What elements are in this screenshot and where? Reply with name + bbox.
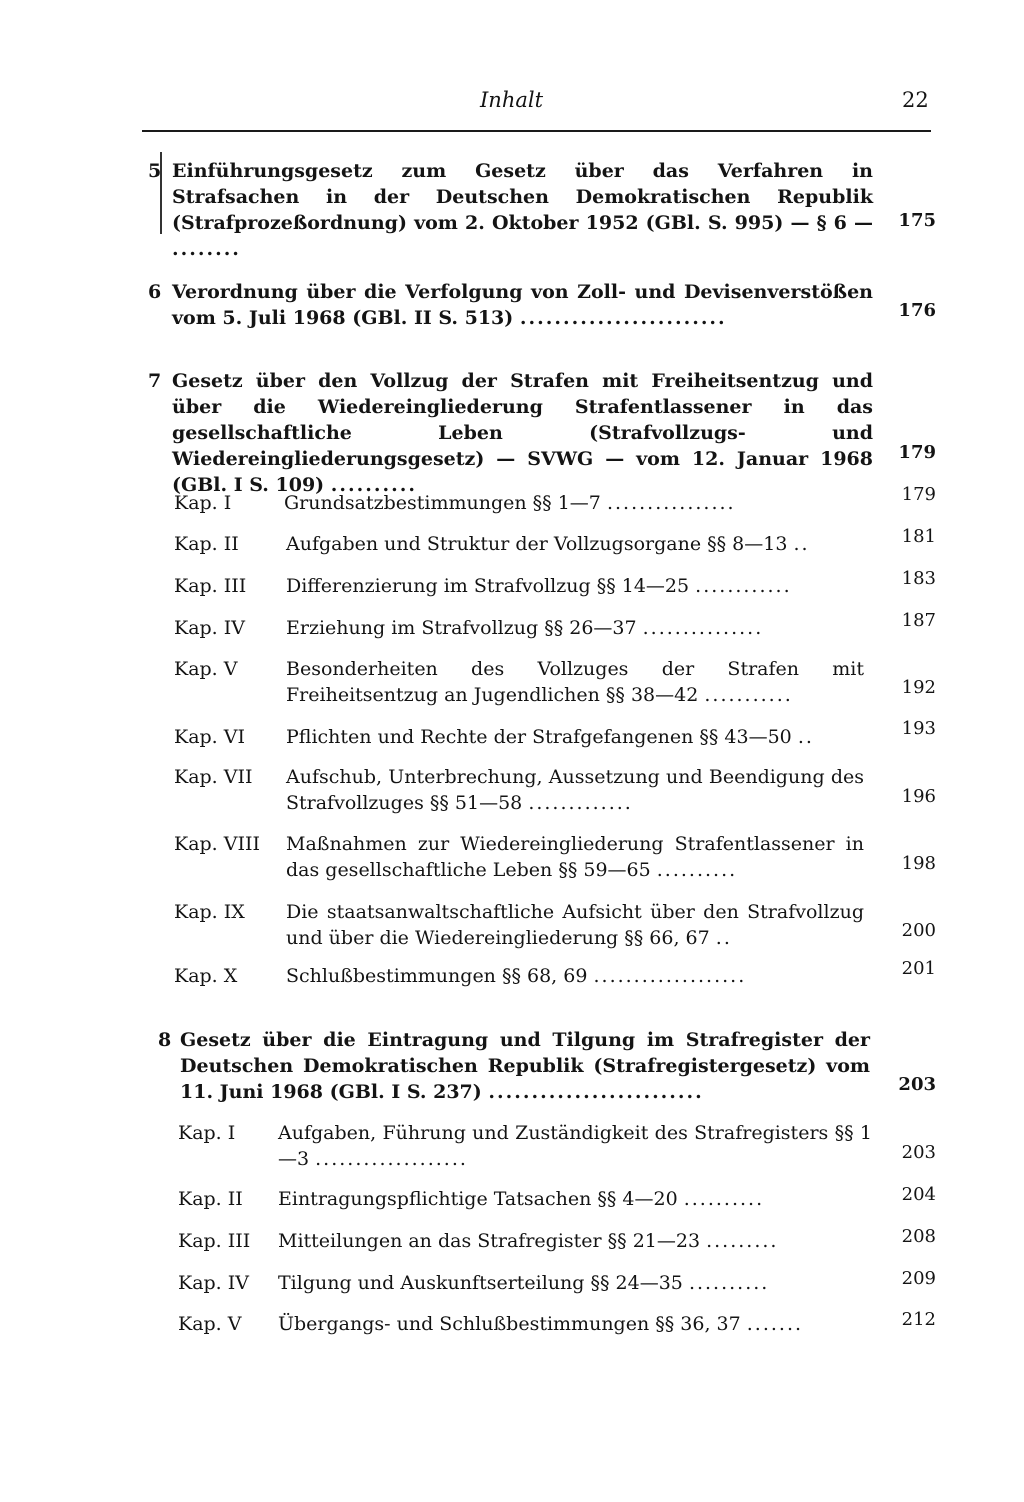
entry-page: 203 xyxy=(898,1074,936,1095)
chapter-page: 181 xyxy=(901,526,936,547)
header-rule xyxy=(142,130,931,132)
chapter-title: Differenzierung im Strafvollzug §§ 14—25 ............ xyxy=(286,575,792,597)
chapter-page: 198 xyxy=(901,853,936,874)
chapter-label: Kap. VII xyxy=(174,766,253,788)
chapter-title: Die staatsanwaltschaftliche Aufsicht über den Strafvollzug und über die Wiedereingliederung §§ 66, 67 .. xyxy=(286,901,864,949)
chapter-title: Erziehung im Strafvollzug §§ 26—37 ............... xyxy=(286,617,764,639)
entry-title: Verordnung über die Verfolgung von Zoll- und Devisenverstößen vom 5. Juli 1968 (GBl. II S. 513) ........................ xyxy=(172,281,873,329)
entry-title: Gesetz über die Eintragung und Tilgung im Strafregister der Deutschen Demokratischen Republik (Strafregistergesetz) vom 11. Juni 1968 (GBl. I S. 237) ......................... xyxy=(180,1029,870,1103)
entry-page: 175 xyxy=(898,210,936,231)
toc-entry-6[interactable] xyxy=(148,279,873,331)
entry-number: 7 xyxy=(148,370,162,392)
toc-entry-5[interactable] xyxy=(148,158,873,262)
chapter-page: 192 xyxy=(901,677,936,698)
entry-number: 5 xyxy=(148,160,162,182)
chapter-label: Kap. IV xyxy=(178,1272,249,1294)
chapter-page: 193 xyxy=(901,718,936,739)
chapter-title: Mitteilungen an das Strafregister §§ 21—23 ......... xyxy=(278,1230,779,1252)
chapter-title: Grundsatzbestimmungen §§ 1—7 ................ xyxy=(284,492,736,514)
chapter-label: Kap. II xyxy=(174,533,239,555)
chapter-page: 208 xyxy=(901,1226,936,1247)
chapter-label: Kap. II xyxy=(178,1188,243,1210)
toc-entry-8[interactable] xyxy=(158,1027,870,1105)
chapter-title: Maßnahmen zur Wiedereingliederung Strafentlassener in das gesellschaftliche Leben §§ 59—65 .......... xyxy=(286,833,864,881)
entry-page: 179 xyxy=(898,442,936,463)
chapter-label: Kap. III xyxy=(174,575,247,597)
chapter-page: 183 xyxy=(901,568,936,589)
chapter-label: Kap. III xyxy=(178,1230,251,1252)
entry-title: Einführungsgesetz zum Gesetz über das Verfahren in Strafsachen in der Deutschen Demokratischen Republik (Strafprozeßordnung) vom 2. Oktober 1952 (GBl. S. 995) — § 6 — ........ xyxy=(172,160,873,260)
chapter-label: Kap. VI xyxy=(174,726,245,748)
chapter-label: Kap. IV xyxy=(174,617,245,639)
chapter-page: 209 xyxy=(901,1268,936,1289)
chapter-label: Kap. I xyxy=(174,492,232,514)
chapter-label: Kap. V xyxy=(174,658,238,680)
entry-page: 176 xyxy=(898,300,936,321)
chapter-page: 204 xyxy=(901,1184,936,1205)
chapter-title: Tilgung und Auskunftserteilung §§ 24—35 .......... xyxy=(278,1272,770,1294)
chapter-page: 203 xyxy=(901,1142,936,1163)
chapter-label: Kap. VIII xyxy=(174,833,261,855)
chapter-page: 201 xyxy=(901,958,936,979)
chapter-page: 212 xyxy=(901,1309,936,1330)
running-header-title: Inhalt xyxy=(480,88,544,112)
chapter-title: Besonderheiten des Vollzuges der Strafen mit Freiheitsentzug an Jugendlichen §§ 38—42 ........... xyxy=(286,658,864,706)
chapter-page: 187 xyxy=(901,610,936,631)
chapter-title: Schlußbestimmungen §§ 68, 69 ................... xyxy=(286,965,747,987)
entry-number: 6 xyxy=(148,281,162,303)
chapter-title: Eintragungspflichtige Tatsachen §§ 4—20 .......... xyxy=(278,1188,765,1210)
page-number: 22 xyxy=(902,88,929,112)
chapter-title: Übergangs- und Schlußbestimmungen §§ 36, 37 ....... xyxy=(278,1313,804,1335)
chapter-title: Aufschub, Unterbrechung, Aussetzung und Beendigung des Strafvollzuges §§ 51—58 ............. xyxy=(286,766,864,814)
chapter-label: Kap. X xyxy=(174,965,238,987)
toc-entry-7[interactable] xyxy=(148,368,873,498)
chapter-title: Aufgaben und Struktur der Vollzugsorgane §§ 8—13 .. xyxy=(286,533,810,555)
chapter-title: Pflichten und Rechte der Strafgefangenen §§ 43—50 .. xyxy=(286,726,814,748)
chapter-page: 196 xyxy=(901,786,936,807)
chapter-label: Kap. V xyxy=(178,1313,242,1335)
chapter-label: Kap. IX xyxy=(174,901,245,923)
chapter-label: Kap. I xyxy=(178,1122,236,1144)
chapter-page: 200 xyxy=(901,920,936,941)
entry-number: 8 xyxy=(158,1029,172,1051)
chapter-title: Aufgaben, Führung und Zuständigkeit des Strafregisters §§ 1—3 ................... xyxy=(278,1122,872,1170)
chapter-page: 179 xyxy=(901,484,936,505)
entry-title: Gesetz über den Vollzug der Strafen mit Freiheitsentzug und über die Wiedereingliederung Strafentlassener in das gesellschaftliche Leben (Strafvollzugs- und Wiedereingliederungsgesetz) — SVWG — vom 12. Januar 1968 (GBl. I S. 109) .......... xyxy=(172,370,873,496)
